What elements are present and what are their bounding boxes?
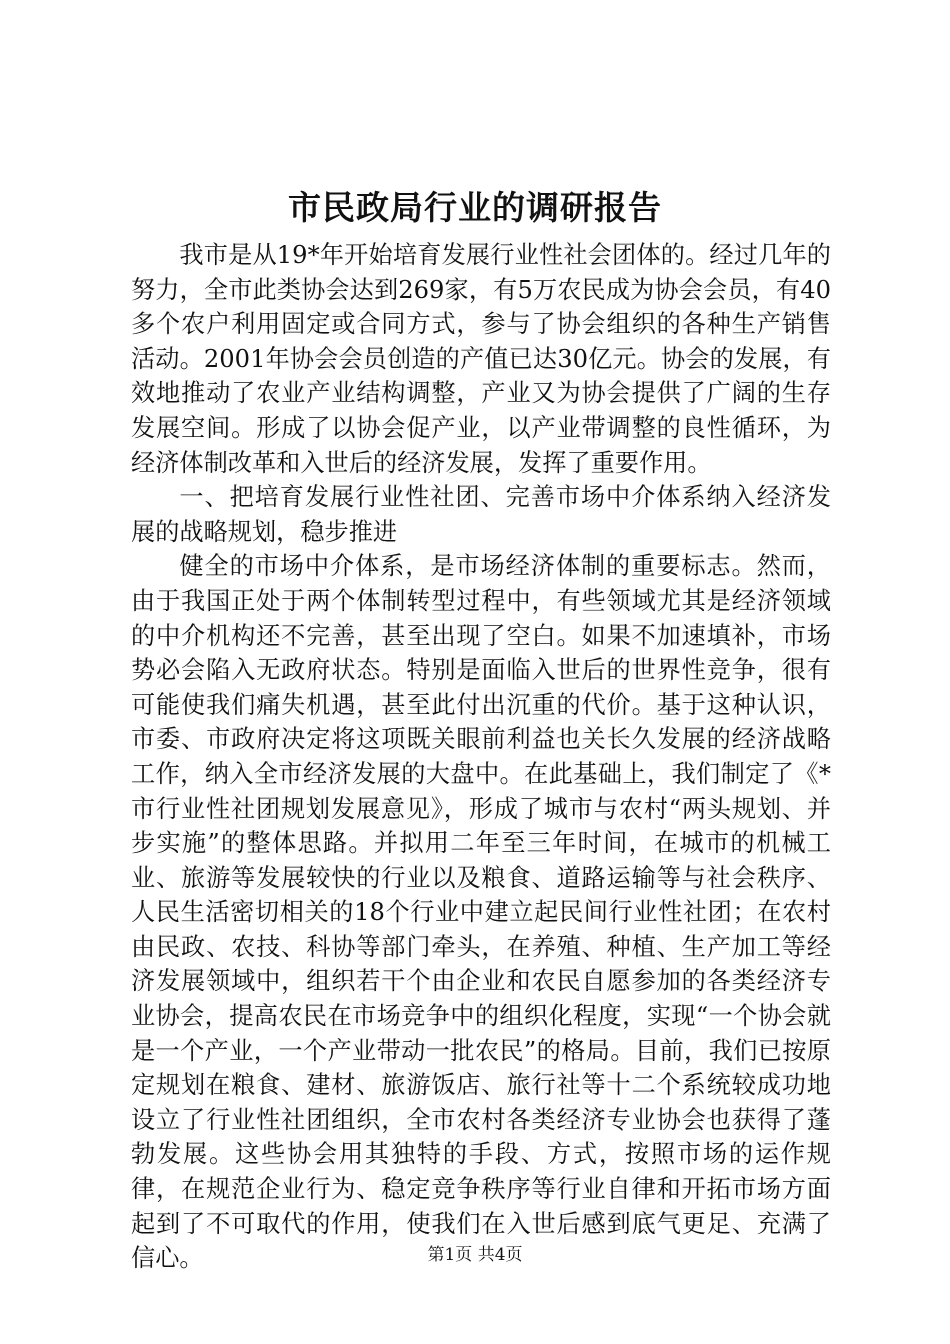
paragraph-intro: 我市是从19*年开始培育发展行业性社会团体的。经过几年的努力，全市此类协会达到269家，有5万农民成为协会会员，有40多个农户利用固定或合同方式，参与了协会组织的各种生产销售活动。2001年协会会员创造的产值已达30亿元。协会的发展，有效地推动了农业产业结构调整，产业又为协会提供了广阔的生存发展空间。形成了以协会促产业，以产业带调整的良性循环，为经济体制改革和入世后的经济发展，发挥了重要作用。 (131, 241, 831, 477)
paragraph-section-1: 健全的市场中介体系，是市场经济体制的重要标志。然而，由于我国正处于两个体制转型过程中，有些领域尤其是经济领域的中介机构还不完善，甚至出现了空白。如果不加速填补，市场势必会陷入无政府状态。特别是面临入世后的世界性竞争，很有可能使我们痛失机遇，甚至此付出沉重的代价。基于这种认识，市委、市政府决定将这项既关眼前利益也关长久发展的经济战略工作，纳入全市经济发展的大盘中。在此基础上，我们制定了《*市行业性社团规划发展意见》，形成了城市与农村“两头规划、并步实施”的整体思路。并拟用二年至三年时间，在城市的机械工业、旅游等发展较快的行业以及粮食、道路运输等与社会秩序、人民生活密切相关的18个行业中建立起民间行业性社团；在农村由民政、农技、科协等部门牵头，在养殖、种植、生产加工等经济发展领域中，组织若干个由企业和农民自愿参加的各类经济专业协会，提高农民在市场竞争中的组织化程度，实现“一个协会就是一个产业，一个产业带动一批农民”的格局。目前，我们已按原定规划在粮食、建材、旅游饭店、旅行社等十二个系统较成功地设立了行业性社团组织，全市农村各类经济专业协会也获得了蓬勃发展。这些协会用其独特的手段、方式，按照市场的运作规律，在规范企业行为、稳定竞争秩序等行业自律和开拓市场方面起到了不可取代的作用，使我们在入世后感到底气更足、充满了信心。 (131, 552, 831, 1273)
document-title: 市民政局行业的调研报告 (288, 188, 662, 227)
document-body (131, 238, 831, 1276)
section-heading-1: 一、把培育发展行业性社团、完善市场中介体系纳入经济发展的战略规划，稳步推进 (131, 483, 831, 546)
page-number-footer: 第1页 共4页 (427, 1245, 523, 1265)
